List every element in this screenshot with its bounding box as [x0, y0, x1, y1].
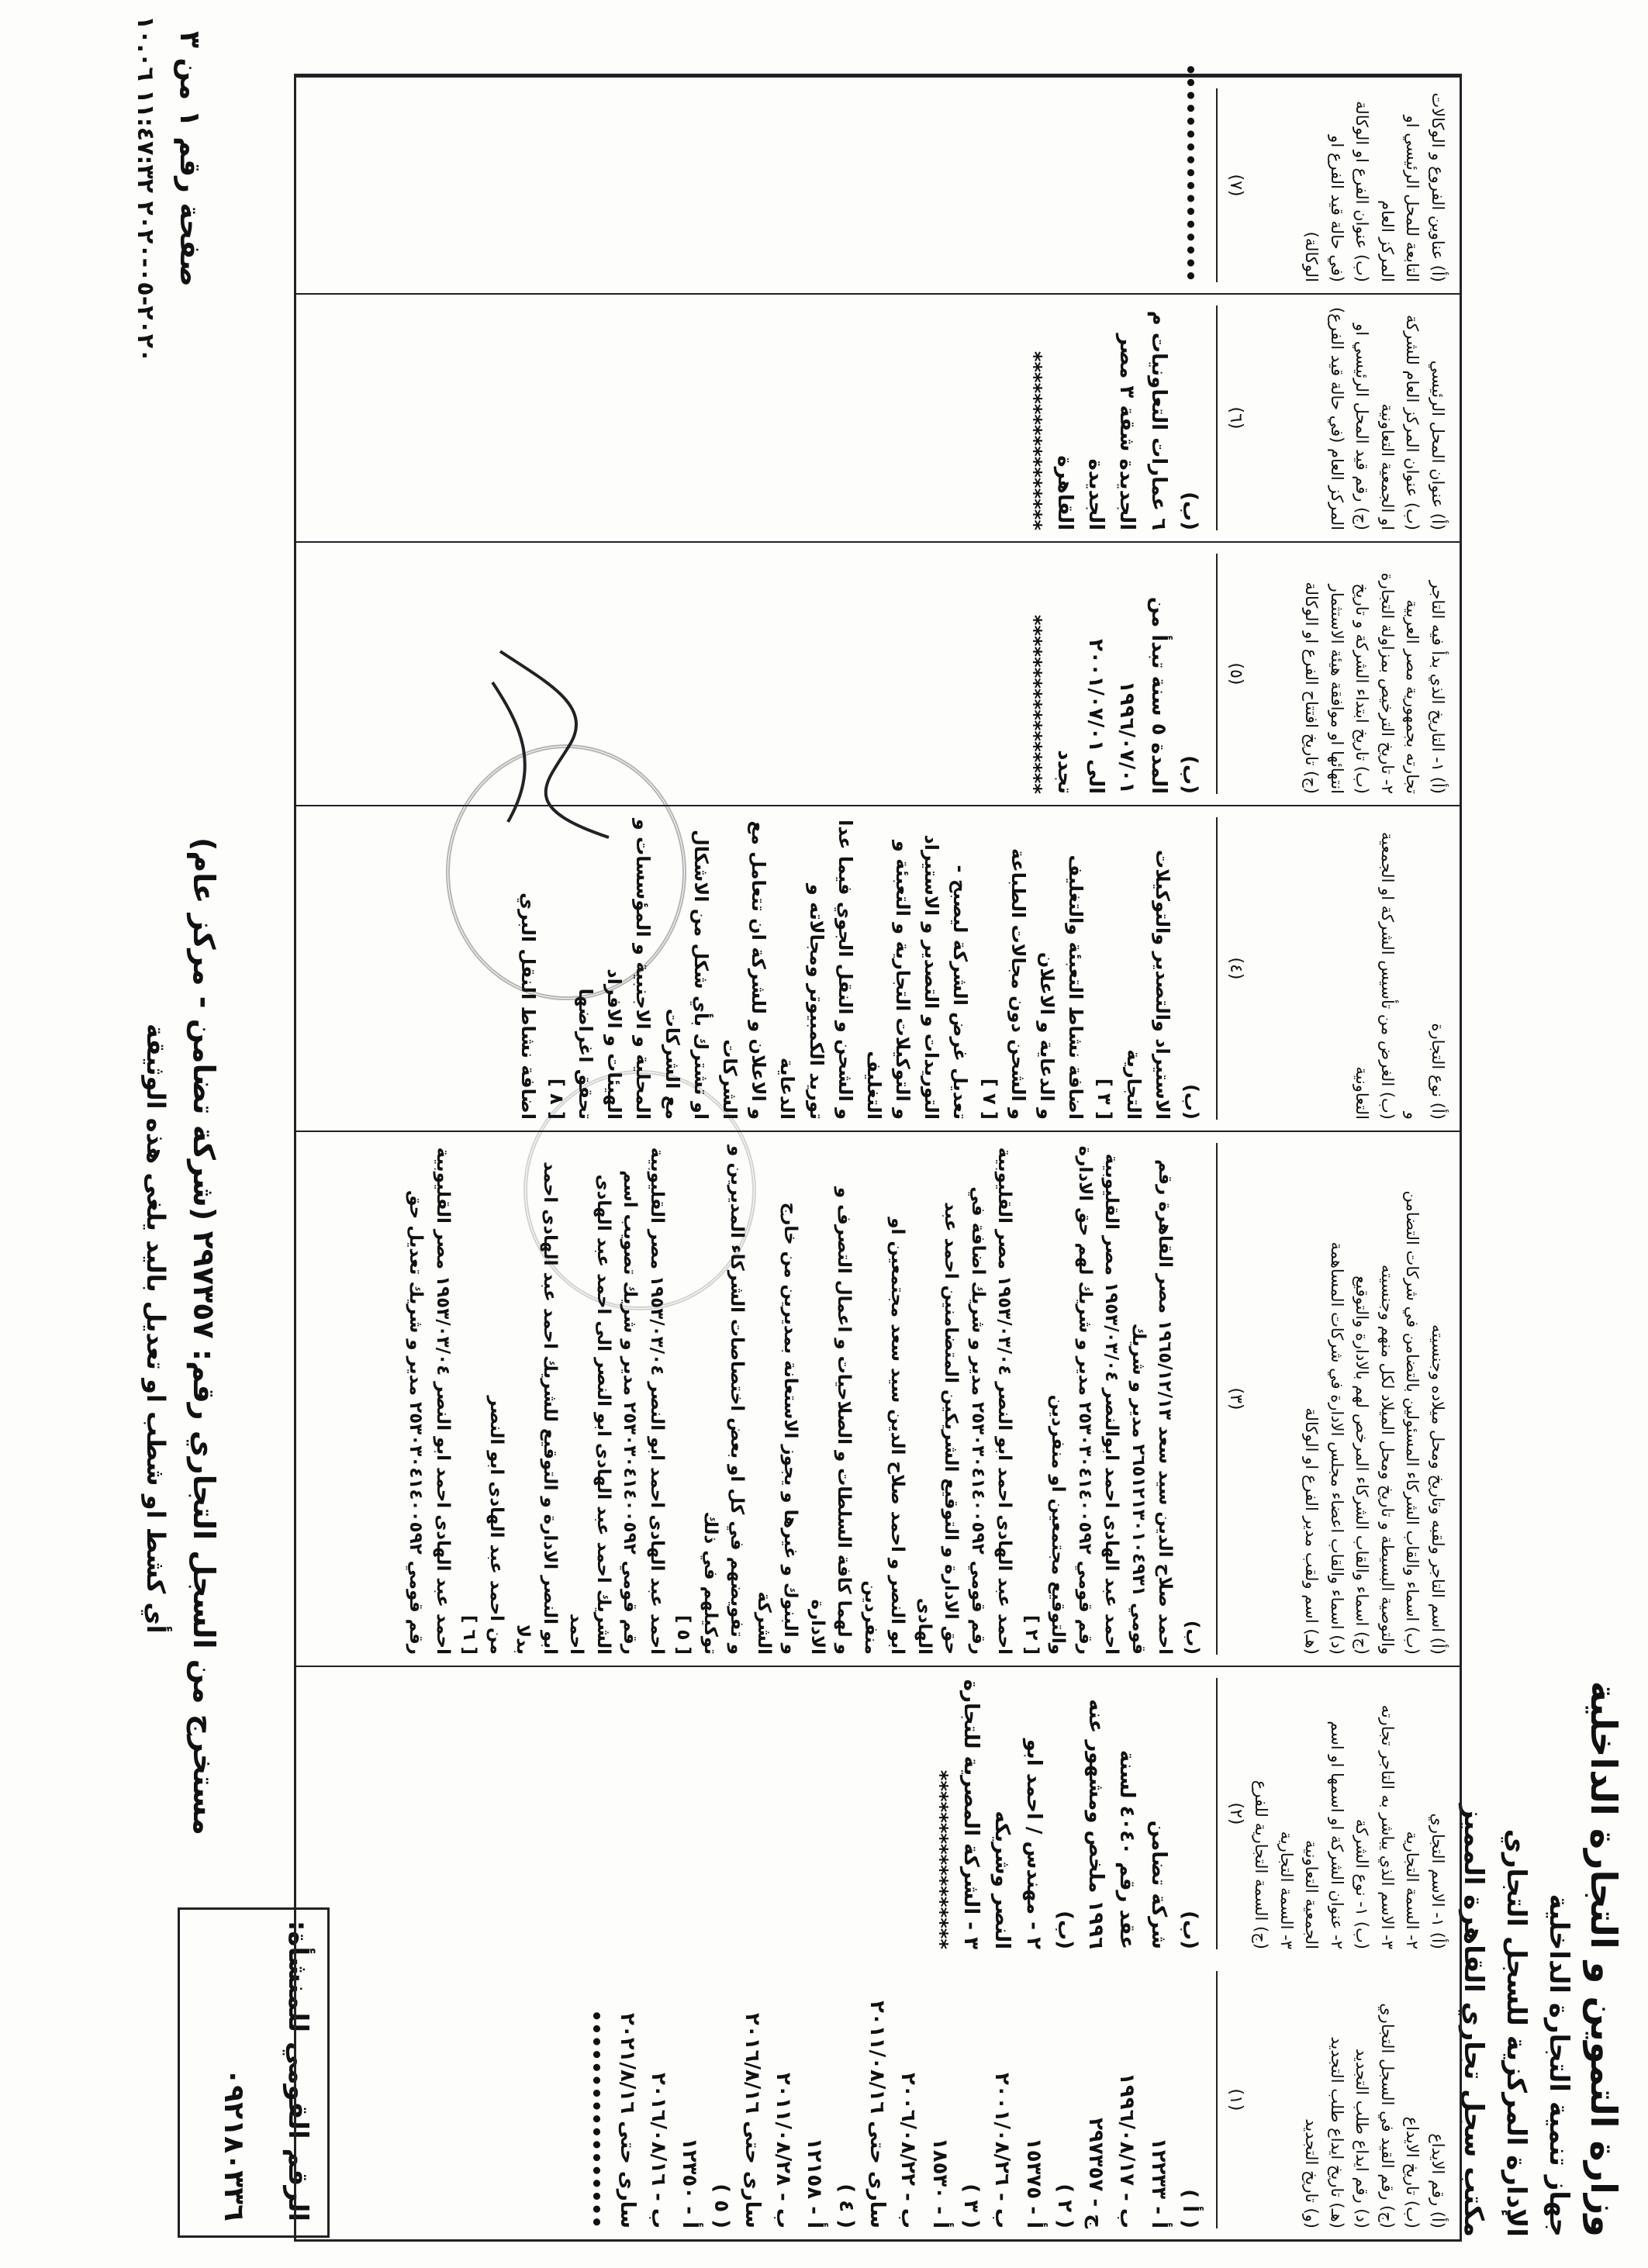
column-3: [296, 1131, 1460, 1666]
column-5-body: (ب) المدة ٥ سنة تبدأ من ١٩٩٦/٠٧/٠١ الى ٢٠٠١/٠٧/٠١ تجدد *****************: [1021, 596, 1201, 794]
column-2-header: [1216, 1678, 1450, 1949]
column-2-number: (٢): [1226, 1802, 1246, 1825]
document-title: مستخرج من السجل التجاري رقم: ٢٩٧٣٥٧ (شركة تضامن - مركز عام): [187, 837, 221, 1835]
column-1-header-text: (أ) رقم الايداع (ب) تاريخ الايداع (ج) رقم القيد في السجل التجاري (د) رقم ايداع طلب التجديد (هـ) تاريخ ايداع طلب التجديد (و) تاريخ التجديد: [1302, 2003, 1447, 2228]
column-7-number: (٧): [1226, 174, 1246, 197]
column-1-body: ( أ ) أ - ١٢٢٣٣ ب - ١٩٩٦/٠٨/١٧ ج - ٢٩٧٣٥٧ ( ٢ ) أ - ١٥٣٧٥ ب - ٢٠٠١/٠٨/٢٦ ( ٣ ) أ - ١٨٥٣٠ ب - ٢٠٠٦/٠٨/٢٢ سارى حتى ٢٠١١/٠٨/١٦ ( ٤ ) أ - ١٢١٥٨ ب - ٢٠١١/٠٨/٢٨ سارى حتى ٢٠١٦/٨/١٦ ( ٥ ) أ - ١٢٣٥٠ ب - ٢٠١٦/٠٨/١٦ سارى حتى ٢٠٢١/٨/١٦ •••••••••••••••••: [584, 2000, 1201, 2228]
office-name: مكتب سجل تجاري القاهرة المميز: [1458, 1804, 1489, 2237]
column-6-header-text: (أ) عنوان المحل الرئيسي (ب) عنوان المركز العام للشركة او الجمعية التعاونية (ج) رقم قيد المحل الرئيسي او المركز العام (في حالة قيد الفرع): [1327, 306, 1447, 530]
column-7-header-text: (أ) عناوين الفروع و الوكالات التابعة للمحل الرئيسي او المركز العام (ب) عنوان الفرع او الوكالة (في حالة قيد الفرع او الوكالة): [1302, 92, 1447, 282]
column-3-number: (٣): [1226, 1387, 1246, 1410]
column-1-number: (١): [1226, 2088, 1246, 2111]
column-6-body: (ب) ٦ عمارات التعاونيات م الجديدة شقة ٣ مصر الجديدة القاهرة *****************: [1021, 310, 1201, 530]
column-2-body: (ب) شركة تضامن عقد رقم ٤٠٤٠ لسنة ١٩٩٦ ملخص ومشهور عنه (ب) ٢ - مهندس / احمد ابو النصر وشريكه ٣ - الشركة المصرية للتجارة *****************: [928, 1679, 1201, 1949]
column-4-header-text: (أ) نوع التجارة و (ب) الغرض من تأسيس الشركة او الجمعية التعاونية: [1353, 831, 1447, 1120]
column-6: [296, 293, 1460, 541]
column-3-header: [1216, 1143, 1450, 1655]
column-1-header: [1216, 1971, 1450, 2228]
column-2-header-text: (أ) ١- الاسم التجاري ٢- السمة التجارية ٣- الاسم الذي يباشر به التاجر تجارته (ب) ١- نوع الشركة ٢- عنوان الشركة او اسمها او اسم الجمعية التعاونية ٣- السمة التجارية (ج) السمة التجارية للفرع: [1252, 1704, 1447, 1949]
faded-stamp: [523, 1070, 756, 1310]
column-7: [296, 63, 1460, 293]
column-2: [296, 1666, 1460, 1960]
department-name: الإدارة المركزية للسجل التجاري: [1501, 1828, 1532, 2237]
column-7-header: [1216, 88, 1450, 282]
print-timestamp: ٢٠٢٠-٠٥-٢٠٢٠ ١١:٤٧:٣٢ ١٠.٠٦: [132, 16, 159, 363]
national-id-value: ٠٩٢١٨٠٣٣٦: [218, 2068, 250, 2221]
column-3-body: (ب) احمد صلاح الدين سيد سعد ١٩٦٥/١٢/١٣ مصر القاهرة رقم قومي ٢٦٥١٢١٣٠١٠٤٩٣١ مدير و شريك احمد عبد الهادى احمد ابوالنصر ١٩٥٣/٠٣/٠٤ مصر القليوبية رقم قومي ٢٥٣٠٣٠٤١٤٠٠٥٩٢ مدير و شريك لهم حق الادارة والتوقيع مجتمعين او منفردين [ ٢ ] احمد عبد الهادى احمد ابو النصر ١٩٥٣/٠٣/٠٤ مصر القليوبية رقم قومي ٢٥٣٠٣٠٤١٤٠٠٥٩٢ مدير و شريك اضافة في حق الادارة و التوقيع الشريكين المتضامنين احمد عبد الهادى ابو النصر و احمد صلاح الدين سيد سعد مجتمعين او منفردين و لهما كافة السلطات و الصلاحيات و اعمال التصرف و الادارة و البنوك و غيرها و يجوز الاستعانة بمديرين من خارج الشركة و تفويضهم في كل او بعض اختصاصات الشركاء المديرين و توكيلهم في ذلك [ ٥ ] احمد عبد الهادى احمد ابو النصر ١٩٥٣/٠٣/٠٤ مصر القليوبية رقم قومي ٢٥٣٠٣٠٤١٤٠٠٥٩٢ مدير و شريك تصويب اسم الشريك احمد عبد الهادى ابو النصر الى احمد عبد الهادى احمد ابو النصر الادارة و التوقيع للشريك احمد عبد الهادى احمد بدلا من احمد عبد الهادى ابو النصر [ ٦ ] احمد عبد الهادى احمد ابو النصر ١٩٥٣/٠٣/٠٤ مصر القليوبية رقم قومي ٢٥٣٠٣٠٤١٤٠٠٥٩٢ مدير و شريك تعديل حق: [406, 1145, 1202, 1655]
column-7-body: •••••••••••••••••: [1178, 63, 1201, 282]
column-6-header: [1216, 306, 1450, 530]
column-6-number: (٦): [1226, 406, 1246, 430]
column-4-body: (ب) الاستيراد والتصدير والتوكيلات التجارية [ ٣ ] اضافة نشاط التعبئة والتغليف و الدعاية و الاعلان و الشحن دون مجالات الطباعة [ ٧ ] تعديل غرض الشركة ليصبح - التوريدات و التصدير و الاستيراد و التوكيلات التجارية و التعبئة و التغليف و الشحن و النقل الجوي فيما عدا توريد الكمبيوتر ومجالاته و الدعاية و الاعلان و للشركة ان تتعامل مع الشركات او تشترك بأي شكل من الاشكال مع الشركات المحلية و الاجنبية و المؤسسات و الهيئات و الافراد تحقق اغراضها [ ٨ ] اضافة نشاط النقل البري: [517, 818, 1202, 1120]
column-4-header: [1216, 817, 1450, 1120]
column-5-header: [1216, 554, 1450, 794]
page-number: صفحة رقم ١ من ٣: [174, 31, 206, 287]
signature: [469, 636, 640, 868]
column-5-number: (٥): [1226, 662, 1246, 685]
document-subtitle: أي كشط او شطب او تعديل باليد يلغى هذه الوثيقة: [141, 1024, 171, 1634]
ministry-name: وزارة التموين و التجارة الداخلية: [1583, 1680, 1625, 2237]
agency-name: جهاز تنمية التجارة الداخلية: [1543, 1893, 1574, 2237]
column-1: [296, 1960, 1460, 2239]
national-id-label: الرقم القومي للمنشأة:: [282, 1920, 313, 2221]
column-4-number: (٤): [1226, 957, 1246, 980]
register-table: [294, 63, 1462, 2242]
column-3-header-text: (أ) اسم التاجر ولقبه وتاريخ ومحل ميلاده وجنسيته (ب) اسماء والقاب الشركاء المسئولين بالتضامن في شركات التضامن والتوصية البسيطة و تاريخ ومحل الميلاد لكل منهم وجنسيته (ج) اسماء والقاب الشركاء المرخص لهم بالادارة والتوقيع (د) اسماء والقاب اعضاء مجلس الادارة في شركات المساهمة (هـ) اسم ولقب مدير الفرع او الوكالة: [1302, 1190, 1447, 1655]
column-5-header-text: (أ) ١- التاريخ الذي بدأ فيه التاجر تجارته بجمهورية مصر العربية ٢- تاريخ الترخيص بمزاولة التجارة (ب) تاريخ ابتداء الشركة و تاريخ انتهائها او موافقة هيئة الاستثمار (ج) تاريخ افتتاح الفرع او الوكالة: [1302, 572, 1447, 794]
